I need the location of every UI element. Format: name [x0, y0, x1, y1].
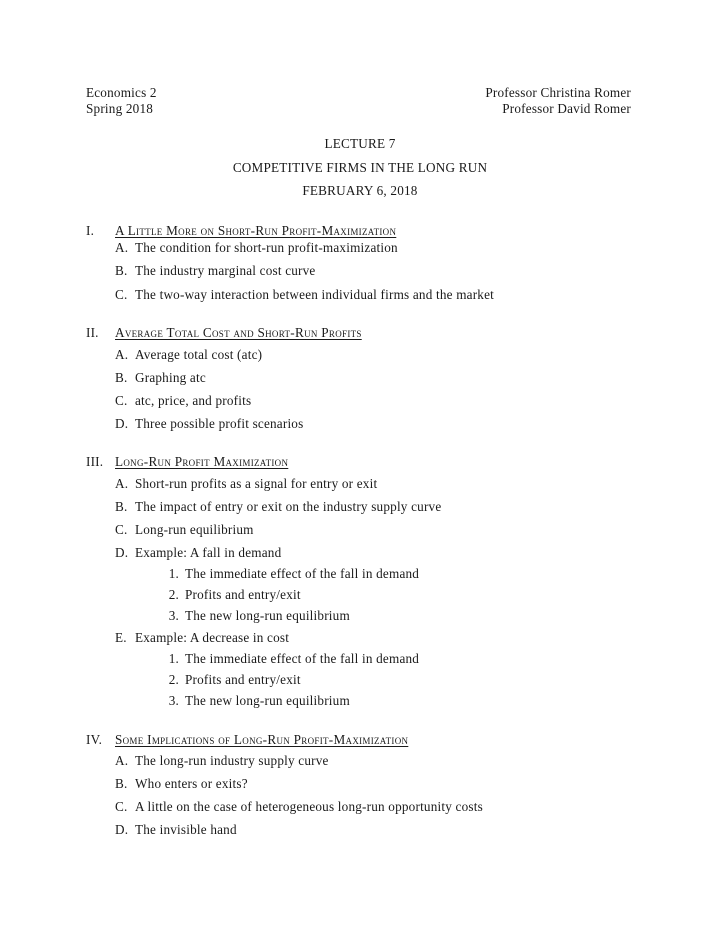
- section-title: Long-Run Profit Maximization: [115, 454, 289, 469]
- list-item: [115, 392, 251, 410]
- sub-item-text: The new long-run equilibrium: [185, 693, 350, 708]
- list-item: [115, 475, 377, 493]
- term: Spring 2018: [86, 101, 154, 116]
- item-text: Short-run profits as a signal for entry or exit: [135, 476, 378, 491]
- sub-item: [161, 607, 350, 625]
- sub-item: [161, 692, 350, 710]
- header-row-2: [86, 100, 631, 118]
- item-letter: A.: [115, 240, 129, 255]
- sub-item-text: Profits and entry/exit: [185, 672, 301, 687]
- item-letter: C.: [115, 287, 128, 302]
- list-item: [115, 415, 303, 433]
- section-numeral: IV.: [86, 732, 103, 747]
- list-item: [115, 521, 254, 539]
- item-text: The industry marginal cost curve: [135, 263, 316, 278]
- sub-item-text: The immediate effect of the fall in demand: [185, 651, 420, 666]
- sub-item: [161, 565, 419, 583]
- sub-item-number: 3.: [168, 608, 179, 623]
- list-item: [115, 262, 315, 280]
- list-item: [115, 629, 289, 647]
- sub-item-number: 1.: [168, 566, 179, 581]
- item-text: Graphing atc: [135, 370, 206, 385]
- sub-item-number: 2.: [168, 672, 179, 687]
- section-title: Some Implications of Long-Run Profit-Maximization: [115, 732, 409, 747]
- item-letter: C.: [115, 799, 128, 814]
- item-letter: C.: [115, 393, 128, 408]
- list-item: [115, 798, 483, 816]
- list-item: [115, 286, 494, 304]
- item-letter: C.: [115, 522, 128, 537]
- item-text: A little on the case of heterogeneous long-run opportunity costs: [135, 799, 483, 814]
- list-item: [115, 821, 237, 839]
- item-text: The two-way interaction between individual firms and the market: [135, 287, 495, 302]
- list-item: [115, 369, 206, 387]
- item-text: The impact of entry or exit on the industry supply curve: [135, 499, 442, 514]
- list-item: [115, 544, 281, 562]
- sub-item-number: 3.: [168, 693, 179, 708]
- sub-item-number: 1.: [168, 651, 179, 666]
- item-letter: A.: [115, 347, 129, 362]
- lecture-date: FEBRUARY 6, 2018: [302, 183, 418, 198]
- item-letter: D.: [115, 822, 129, 837]
- list-item: [115, 752, 329, 770]
- sub-item-number: 2.: [168, 587, 179, 602]
- item-letter: B.: [115, 499, 128, 514]
- list-item: [115, 239, 398, 257]
- item-text: Example: A decrease in cost: [135, 630, 290, 645]
- list-item: [115, 346, 262, 364]
- section-1: [86, 222, 680, 302]
- course-name: Economics 2: [86, 85, 157, 100]
- section-2: [86, 324, 680, 431]
- lecture-number: LECTURE 7: [324, 136, 396, 151]
- item-letter: E.: [115, 630, 127, 645]
- item-text: The condition for short-run profit-maximization: [135, 240, 398, 255]
- sub-item-text: The immediate effect of the fall in demand: [185, 566, 420, 581]
- item-text: Example: A fall in demand: [135, 545, 282, 560]
- item-text: The long-run industry supply curve: [135, 753, 329, 768]
- sub-item: [161, 586, 301, 604]
- item-text: atc, price, and profits: [135, 393, 252, 408]
- item-letter: A.: [115, 476, 129, 491]
- item-text: Long-run equilibrium: [135, 522, 254, 537]
- professor-2: Professor David Romer: [502, 101, 631, 116]
- item-text: Average total cost (atc): [135, 347, 263, 362]
- item-letter: A.: [115, 753, 129, 768]
- section-numeral: III.: [86, 454, 104, 469]
- professor-1: Professor Christina Romer: [485, 85, 631, 100]
- item-letter: B.: [115, 776, 128, 791]
- section-4: [86, 731, 680, 837]
- item-text: Who enters or exits?: [135, 776, 248, 791]
- sub-item: [161, 671, 301, 689]
- sub-item: [161, 650, 419, 668]
- item-text: The invisible hand: [135, 822, 237, 837]
- section-title: Average Total Cost and Short-Run Profits: [115, 325, 362, 340]
- section-numeral: I.: [86, 223, 95, 238]
- section-title: A Little More on Short-Run Profit-Maximization: [115, 223, 397, 238]
- lecture-topic: COMPETITIVE FIRMS IN THE LONG RUN: [232, 160, 488, 175]
- sub-item-text: Profits and entry/exit: [185, 587, 301, 602]
- list-item: [115, 498, 441, 516]
- section-3: [86, 453, 680, 708]
- section-numeral: II.: [86, 325, 99, 340]
- sub-item-text: The new long-run equilibrium: [185, 608, 350, 623]
- list-item: [115, 775, 248, 793]
- item-letter: B.: [115, 370, 128, 385]
- item-letter: B.: [115, 263, 128, 278]
- item-letter: D.: [115, 416, 129, 431]
- item-letter: D.: [115, 545, 129, 560]
- item-text: Three possible profit scenarios: [135, 416, 304, 431]
